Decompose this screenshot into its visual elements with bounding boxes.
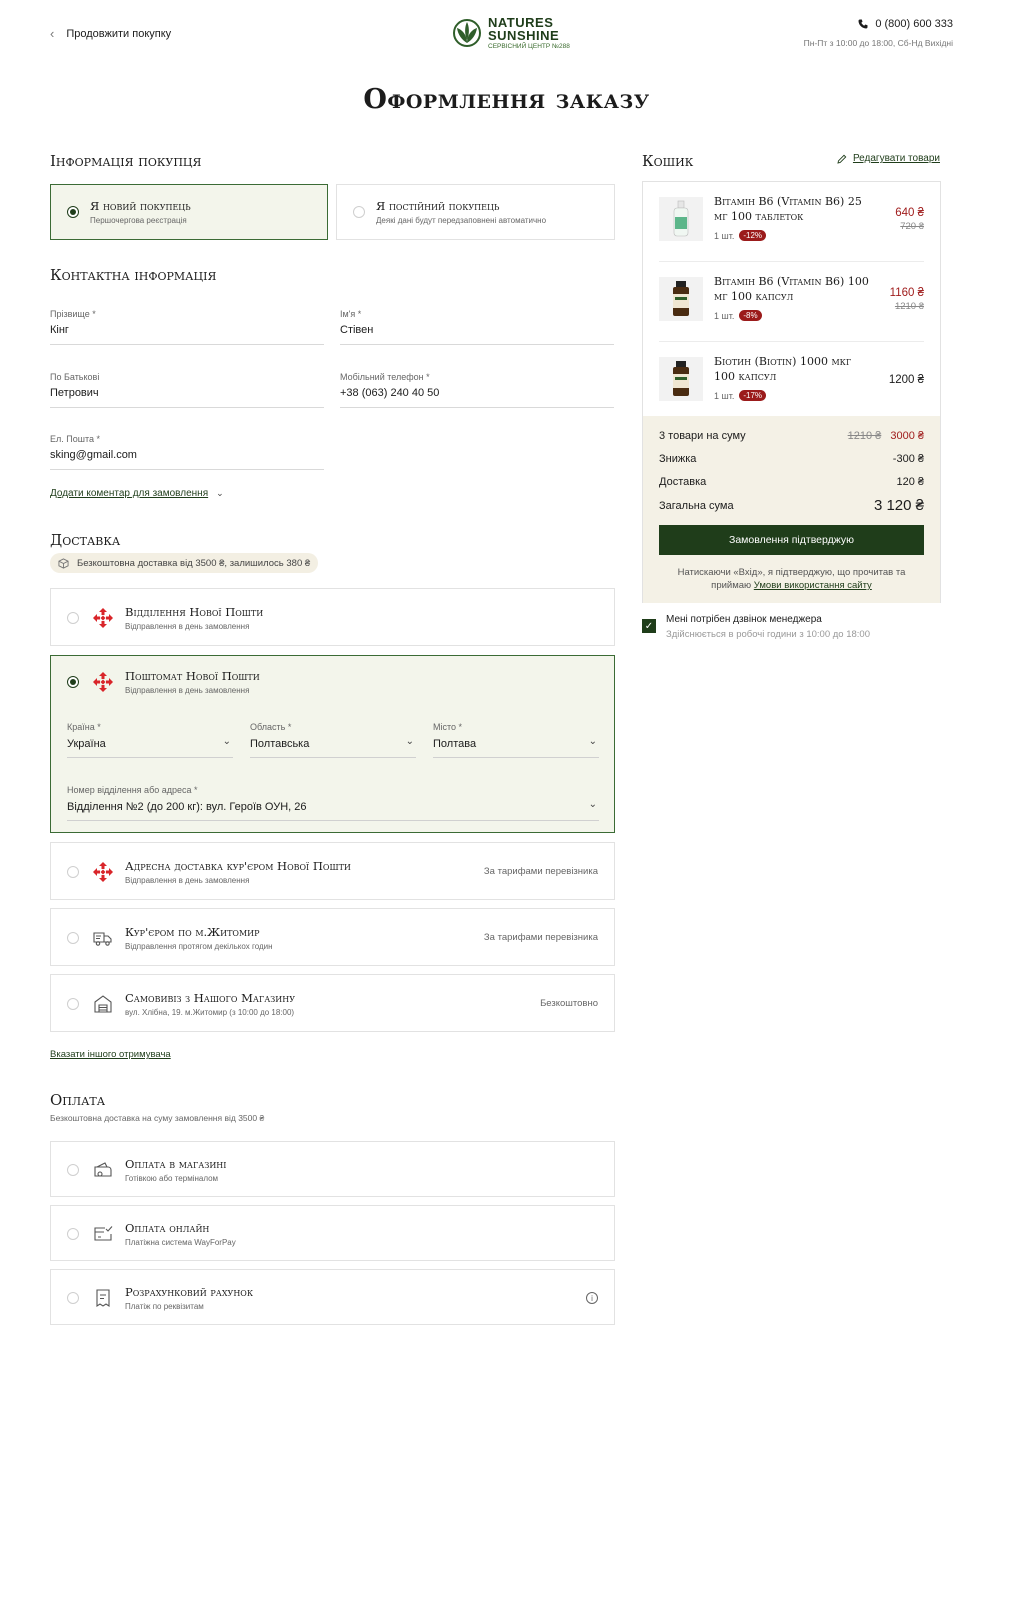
terms-link[interactable]: Умови використання сайту	[753, 580, 872, 591]
option-subtitle: Платіж по реквізитам	[125, 1302, 204, 1311]
payment-option-in-store[interactable]	[50, 1141, 615, 1197]
option-title: Оплата в магазині	[125, 1157, 227, 1171]
cart-item[interactable]	[659, 262, 924, 342]
product-quantity: 1 шт.	[714, 390, 735, 401]
first-name-field[interactable]	[340, 309, 614, 345]
product-image	[659, 357, 703, 401]
edit-items-toggle[interactable]	[837, 153, 940, 164]
phone-icon	[858, 19, 868, 29]
field-label: По Батькові	[50, 372, 100, 382]
phone-link[interactable]	[858, 18, 953, 30]
buyer-section-title: Інформація покупця	[50, 152, 202, 170]
delivery-price-note: За тарифами перевізника	[483, 866, 598, 877]
option-title: Я постійний покупець	[376, 199, 500, 213]
field-value: Полтавська	[250, 738, 310, 750]
product-name[interactable]: Біотин (Biotin) 1000 мкг 100 капсул	[714, 355, 852, 383]
chevron-down-icon: ⌄	[216, 488, 224, 498]
field-label: Мобільний телефон *	[340, 372, 430, 382]
field-value: Кінг	[50, 324, 69, 336]
discount-value: -300 ₴	[892, 453, 924, 465]
payment-radio[interactable]	[67, 1164, 79, 1176]
delivery-option-np-parcel-locker[interactable]	[50, 655, 615, 833]
logo[interactable]	[452, 16, 570, 51]
option-subtitle: Першочергова реєстрація	[90, 216, 187, 225]
product-old-price: 720 ₴	[900, 221, 924, 232]
field-value: sking@gmail.com	[50, 449, 137, 461]
cart-item[interactable]	[659, 182, 924, 262]
nova-poshta-icon	[92, 607, 114, 629]
delivery-price-note: Безкоштовно	[540, 998, 598, 1009]
payment-radio[interactable]	[67, 1228, 79, 1240]
wallet-icon	[92, 1159, 114, 1181]
field-value: Відділення №2 (до 200 кг): вул. Героїв ОУН, 26	[67, 801, 307, 813]
order-summary	[643, 416, 940, 603]
check-icon: ✓	[644, 620, 654, 632]
store-icon	[92, 993, 114, 1015]
subtotal-label: 3 товари на суму	[659, 430, 746, 442]
option-title: Я новий покупець	[90, 199, 191, 213]
delivery-label: Доставка	[659, 476, 707, 488]
delivery-option-store-pickup[interactable]	[50, 974, 615, 1032]
country-select[interactable]	[67, 722, 233, 758]
cart-item[interactable]	[659, 342, 924, 422]
option-subtitle: Деякі дані будут передзаповнені автоматично	[376, 216, 547, 225]
payment-option-invoice[interactable]	[50, 1269, 615, 1325]
terms-text: Натискаючи «Вхід», я підтверджую, що прочитав та приймаю	[677, 567, 906, 591]
email-field[interactable]	[50, 434, 324, 470]
total-row	[659, 497, 924, 514]
discount-label: Знижка	[659, 453, 697, 465]
free-shipping-text: Безкоштовна доставка від 3500 ₴, залишилось 380 ₴	[77, 557, 311, 569]
option-title: Відділення Нової Пошти	[125, 604, 264, 619]
field-value: Петрович	[50, 387, 99, 399]
city-select[interactable]	[433, 722, 599, 758]
terms-notice	[659, 566, 924, 592]
delivery-radio[interactable]	[67, 866, 79, 878]
option-title: Оплата онлайн	[125, 1221, 210, 1235]
option-title: Розрахунковий рахунок	[125, 1285, 254, 1299]
option-title: Поштомат Нової Пошти	[125, 669, 260, 683]
returning-buyer-radio[interactable]	[353, 206, 365, 218]
receipt-icon	[92, 1287, 114, 1309]
delivery-option-np-courier[interactable]	[50, 842, 615, 900]
discount-row	[659, 453, 924, 465]
chevron-down-icon: ⌄	[588, 736, 597, 747]
leaf-logo-icon	[452, 18, 482, 48]
product-image	[659, 277, 703, 321]
info-icon[interactable]: i	[586, 1292, 598, 1304]
option-subtitle: Платіжна система WayForPay	[125, 1238, 236, 1247]
option-subtitle: Відправлення в день замовлення	[125, 686, 250, 695]
edit-items-link[interactable]: Редагувати товари	[852, 153, 940, 164]
option-title: Кур'єром по м.Житомир	[125, 924, 260, 939]
delivery-radio[interactable]	[67, 676, 79, 688]
continue-shopping-link[interactable]	[50, 26, 171, 41]
field-value: +38 (063) 240 40 50	[340, 387, 440, 399]
callback-label: Мені потрібен дзвінок менеджера	[666, 614, 822, 625]
total-label: Загальна сума	[659, 499, 734, 512]
callback-subtext: Здійснюється в робочі години з 10:00 до 18:00	[666, 629, 870, 640]
delivery-value: 120 ₴	[896, 476, 924, 488]
option-subtitle: Готівкою або терміналом	[125, 1174, 219, 1183]
cart-panel	[642, 181, 941, 603]
delivery-radio[interactable]	[67, 932, 79, 944]
callback-checkbox[interactable]	[642, 619, 656, 633]
logo-line-2: SUNSHINE	[488, 28, 560, 43]
product-price: 1160 ₴	[889, 287, 924, 299]
nova-poshta-icon	[92, 861, 114, 883]
confirm-order-button[interactable]: Замовлення підтверджую	[659, 525, 924, 555]
payment-section-title: Оплата	[50, 1091, 106, 1109]
region-select[interactable]	[250, 722, 416, 758]
field-label: Країна *	[67, 722, 101, 732]
phone-number: 0 (800) 600 333	[875, 18, 953, 30]
delivery-option-np-branch[interactable]	[50, 588, 615, 646]
patronymic-field[interactable]	[50, 372, 324, 408]
last-name-field[interactable]	[50, 309, 324, 345]
product-price: 1200 ₴	[888, 374, 924, 386]
discount-badge: -17%	[739, 390, 766, 401]
other-recipient-link[interactable]: Вказати іншого отримувача	[50, 1049, 171, 1060]
delivery-price-note: За тарифами перевізника	[483, 932, 598, 943]
option-subtitle: Відправлення в день замовлення	[125, 621, 250, 631]
discount-badge: -12%	[739, 230, 766, 241]
new-buyer-radio[interactable]	[67, 206, 79, 218]
delivery-radio[interactable]	[67, 998, 79, 1010]
delivery-section-title: Доставка	[50, 531, 121, 549]
pencil-icon	[837, 154, 847, 164]
continue-shopping-label: Продовжити покупку	[66, 27, 172, 40]
option-subtitle: Відправлення протягом декількох годин	[125, 941, 273, 951]
chevron-down-icon: ⌄	[588, 799, 597, 810]
mobile-phone-field[interactable]	[340, 372, 614, 408]
page-title: Оформлення заказу	[363, 84, 650, 115]
field-label: Місто *	[433, 722, 463, 732]
delivery-truck-icon	[92, 927, 114, 949]
product-image	[659, 197, 703, 241]
subtotal-row	[659, 430, 924, 442]
option-title: Адресна доставка кур'єром Нової Пошти	[125, 858, 351, 873]
box-icon	[58, 558, 69, 569]
option-subtitle: вул. Хлібна, 19. м.Житомир (з 10:00 до 18:00)	[125, 1007, 295, 1017]
logo-line-1: NATURES	[488, 15, 554, 30]
returning-buyer-option[interactable]	[336, 184, 615, 240]
chevron-down-icon: ⌄	[405, 736, 414, 747]
field-value: Україна	[67, 738, 106, 750]
total-value: 3 120 ₴	[873, 497, 924, 514]
working-hours: Пн-Пт з 10:00 до 18:00, Сб-Нд Вихідні	[803, 38, 953, 48]
field-value: Полтава	[433, 738, 477, 750]
field-label: Номер відділення або адреса *	[67, 785, 198, 795]
product-name[interactable]: Вітамін B6 (Vitamin B6) 100 мг 100 капсул	[714, 275, 869, 303]
add-comment-link[interactable]: Додати коментар для замовлення	[50, 488, 209, 499]
product-old-price: 1210 ₴	[894, 301, 924, 312]
payment-radio[interactable]	[67, 1292, 79, 1304]
branch-select[interactable]	[67, 785, 599, 821]
option-title: Самовивіз з Нашого Магазину	[125, 990, 295, 1005]
new-buyer-option[interactable]	[50, 184, 328, 240]
field-label: Область *	[250, 722, 292, 732]
subtotal-value: 3000 ₴	[890, 430, 924, 442]
cart-section-title: Кошик	[642, 152, 694, 170]
subtotal-old: 1210 ₴	[847, 430, 882, 442]
payment-note: Безкоштовна доставка на суму замовлення від 3500 ₴	[50, 1113, 265, 1123]
field-label: Ім'я *	[340, 309, 362, 319]
free-shipping-badge	[50, 553, 318, 573]
chevron-down-icon: ⌄	[222, 736, 231, 747]
nova-poshta-icon	[92, 671, 114, 693]
logo-line-3: СЕРВІСНИЙ ЦЕНТР №288	[488, 43, 570, 50]
product-quantity: 1 шт.	[714, 310, 735, 321]
delivery-radio[interactable]	[67, 612, 79, 624]
payment-option-online[interactable]	[50, 1205, 615, 1261]
field-label: Ел. Пошта *	[50, 434, 100, 444]
option-subtitle: Відправлення в день замовлення	[125, 875, 250, 885]
card-check-icon	[92, 1223, 114, 1245]
contact-section-title: Контактна інформація	[50, 266, 217, 284]
product-quantity: 1 шт.	[714, 230, 735, 241]
field-value: Стівен	[340, 324, 374, 336]
add-comment-toggle[interactable]	[50, 488, 224, 499]
delivery-row	[659, 476, 924, 488]
delivery-option-city-courier[interactable]	[50, 908, 615, 966]
field-label: Прізвище *	[50, 309, 96, 319]
discount-badge: -8%	[739, 310, 761, 321]
chevron-left-icon: ‹	[50, 26, 55, 41]
product-name[interactable]: Вітамін B6 (Vitamin B6) 25 мг 100 таблеток	[714, 195, 862, 223]
product-price: 640 ₴	[895, 207, 924, 219]
